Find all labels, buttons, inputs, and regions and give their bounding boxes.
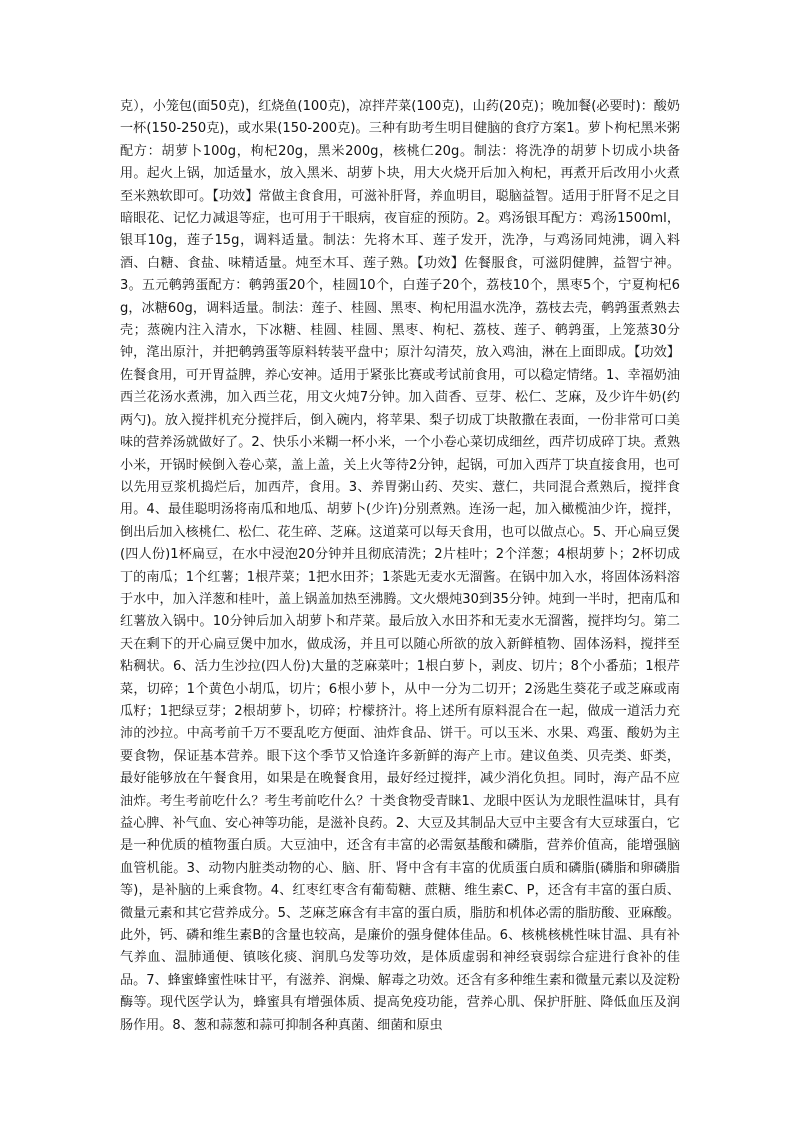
body-paragraph: 克），小笼包(面50克)，红烧鱼(100克)，凉拌芹菜(100克)，山药(20克)；晚加餐(必要时)：酸奶一杯(150-250克)，或水果(150-200克)。三种有助考生明目健脑的食疗方案1。萝卜枸杞黑米粥配方：胡萝卜100g，枸杞20g，黑米200g，核桃仁20g。制法：将洗净的胡萝卜切成小块备用。起火上锅，加适量水，放入黑米、胡萝卜块，用大火烧开后加入枸杞，再煮开后改用小火煮至米熟软即可。【功效】常做主食食用，可滋补肝肾，养血明目，聪脑益智。适用于肝肾不足之目暗眼花、记忆力减退等症，也可用于干眼病，夜盲症的预防。2。鸡汤银耳配方：鸡汤1500ml，银耳10g，莲子15g，调料适量。制法：先将木耳、莲子发开，洗净，与鸡汤同炖沸，调入料酒、白糖、食盐、味精适量。炖至木耳、莲子熟。【功效】佐餐服食，可滋阴健脾，益智宁神。3。五元鹌鹑蛋配方：鹌鹑蛋20个，桂圆10个，白莲子20个，荔枝10个，黑枣5个，宁夏枸杞6g，冰糖60g，调料适量。制法：莲子、桂圆、黑枣、枸杞用温水洗净，荔枝去壳，鹌鹑蛋煮熟去壳；蒸碗内注入清水，下冰糖、桂圆、桂圆、黑枣、枸杞、荔枝、莲子、鹌鹑蛋，上笼蒸30分钟，滗出原汁，并把鹌鹑蛋等原料转装平盘中；原汁勾清芡，放入鸡油，淋在上面即成。【功效】佐餐食用，可开胃益脾，养心安神。适用于紧张比赛或考试前食用，可以稳定情绪。1、幸福奶油西兰花汤水煮沸，加入西兰花，用文火炖7分钟。加入茴香、豆芽、松仁、芝麻，及少许牛奶(约两勺)。放入搅拌机充分搅拌后，倒入碗内，将苹果、梨子切成丁块散撒在表面，一份非常可口美味的营养汤就做好了。2、快乐小米糊一杯小米，一个小卷心菜切成细丝，西芹切成碎丁块。煮熟小米，开锅时候倒入卷心菜，盖上盖，关上火等待2分钟，起锅，可加入西芹丁块直接食用，也可以先用豆浆机捣烂后，加西芹，食用。3、养胃粥山药、芡实、薏仁，共同混合煮熟后，搅拌食用。4、最佳聪明汤将南瓜和地瓜、胡萝卜(少许)分别煮熟。连汤一起，加入橄榄油少许，搅拌，倒出后加入核桃仁、松仁、花生碎、芝麻。这道菜可以每天食用，也可以做点心。5、开心扁豆煲(四人份)1杯扁豆，在水中浸泡20分钟并且彻底清洗；2片桂叶；2个洋葱；4根胡萝卜；2杯切成丁的南瓜；1个红薯；1根芹菜；1把水田芥；1茶匙无麦水无溜酱。在锅中加入水，将固体汤料溶于水中，加入洋葱和桂叶，盖上锅盖加热至沸腾。文火煨炖30到35分钟。炖到一半时，把南瓜和红薯放入锅中。10分钟后加入胡萝卜和芹菜。最后放入水田芥和无麦水无溜酱，搅拌均匀。第二天在剩下的开心扁豆煲中加水，做成汤，并且可以随心所欲的放入新鲜植物、固体汤料，搅拌至粘稠状。6、活力生沙拉(四人份)大量的芝麻菜叶；1根白萝卜，剥皮、切片；8个小番茄；1根芹菜，切碎；1个黄色小胡瓜，切片；6根小萝卜，从中一分为二切开；2汤匙生葵花子或芝麻或南瓜籽；1把绿豆芽；2根胡萝卜，切碎；柠檬挤汁。将上述所有原料混合在一起，做成一道活力充沛的沙拉。中高考前千万不要乱吃方便面、油炸食品、饼干。可以玉米、水果、鸡蛋、酸奶为主要食物，保证基本营养。眼下这个季节又恰逢许多新鲜的海产上市。建议鱼类、贝壳类、虾类，最好能够放在午餐食用，如果是在晚餐食用，最好经过搅拌，减少消化负担。同时，海产品不应油炸。考生考前吃什么？考生考前吃什么？十类食物受青睐1、龙眼中医认为龙眼性温味甘，具有益心脾、补气血、安心神等功能，是滋补良药。2、大豆及其制品大豆中主要含有大豆球蛋白，它是一种优质的植物蛋白质。大豆油中，还含有丰富的必需氨基酸和磷脂，营养价值高，能增强脑血管机能。3、动物内脏类动物的心、脑、肝、肾中含有丰富的优质蛋白质和磷脂(磷脂和卵磷脂等)，是补脑的上乘食物。4、红枣红枣含有葡萄糖、蔗糖、维生素C、P，还含有丰富的蛋白质、微量元素和其它营养成分。5、芝麻芝麻含有丰富的蛋白质，脂肪和机体必需的脂肪酸、亚麻酸。此外，钙、磷和维生素B的含量也较高，是廉价的强身健体佳品。6、核桃核桃性味甘温、具有补气养血、温肺通便、镇咳化痰、润肌乌发等功效，是体质虚弱和神经衰弱综合症进行食补的佳品。7、蜂蜜蜂蜜性味甘平，有滋养、润燥、解毒之功效。还含有多种维生素和微量元素以及淀粉酶等。现代医学认为，蜂蜜具有增强体质、提高免疫功能，营养心肌、保护肝脏、降低血压及润肠作用。8、葱和蒜葱和蒜可抑制各种真菌、细菌和原虫: [120, 99, 680, 1033]
